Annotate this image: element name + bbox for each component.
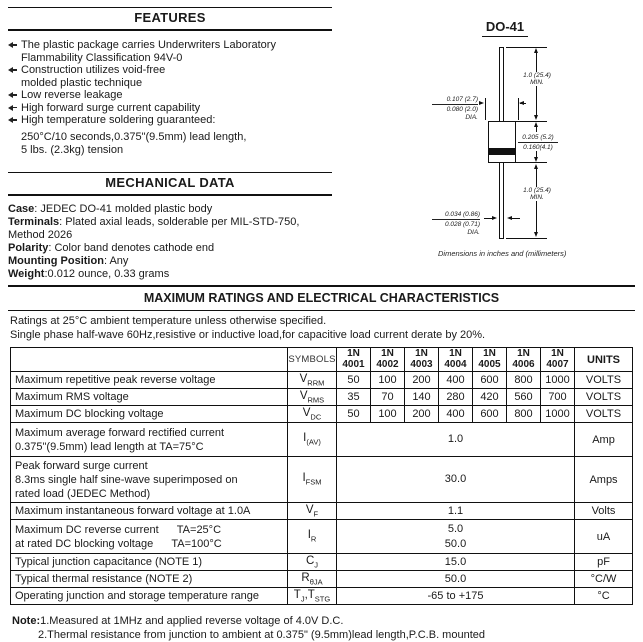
- table-row: [11, 503, 633, 520]
- table-row: [11, 588, 633, 605]
- symbol-cell: $C_J$: [288, 554, 337, 571]
- arrow-down-icon: [534, 157, 538, 162]
- dimension-line: [484, 218, 492, 219]
- mechanical-line: Polarity: Color band denotes cathode end: [8, 241, 215, 254]
- mechanical-line: Mounting Position: Any: [8, 254, 129, 267]
- symbol-cell: $V_{RRM}$: [288, 372, 337, 389]
- row-description: Maximum DC reverse current TA=25°C at rated DC blocking voltage TA=100°C: [11, 520, 288, 554]
- ratings-title: MAXIMUM RATINGS AND ELECTRICAL CHARACTERISTICS: [143, 291, 500, 305]
- feature-text: molded plastic technique: [21, 76, 143, 89]
- diode-top-lead: [499, 47, 504, 121]
- row-description: Peak forward surge current 8.3ms single half sine-wave superimposed on rated load (JEDEC Method): [11, 457, 288, 503]
- feature-item: [8, 39, 332, 64]
- merged-value-cell: 15.0: [337, 554, 575, 571]
- symbol-cell: $I_R$: [288, 520, 337, 554]
- feature-text: Low reverse leakage: [21, 89, 123, 101]
- value-cell: 140: [405, 389, 439, 406]
- value-cell: 200: [405, 372, 439, 389]
- dimensions-caption: Dimensions in inches and (millimeters): [438, 249, 567, 258]
- condition-line: Ratings at 25°C ambient temperature unless otherwise specified.: [10, 315, 327, 327]
- extension-line: [506, 47, 547, 48]
- unit-cell: VOLTS: [575, 372, 633, 389]
- arrow-right-icon: [479, 101, 484, 105]
- diode-bottom-lead: [499, 163, 504, 239]
- mechanical-line: Weight:0.012 ounce, 0.33 grams: [8, 267, 170, 280]
- lead-diameter-label: 0.034 (0.86) 0.028 (0.71) DIA.: [432, 211, 480, 236]
- body-length-label: 0.205 (5.2) 0.160(4.1): [518, 134, 558, 151]
- part-header: 1N 4003: [405, 348, 439, 372]
- diode-body: [488, 121, 516, 163]
- arrow-bullet-icon: [8, 92, 21, 98]
- package-title: DO-41: [482, 19, 528, 37]
- value-cell: 280: [439, 389, 473, 406]
- extension-line: [506, 238, 547, 239]
- arrow-up-icon: [534, 164, 538, 169]
- value-cell: 100: [371, 372, 405, 389]
- unit-cell: uA: [575, 520, 633, 554]
- value-cell: 600: [473, 372, 507, 389]
- part-header: 1N 4006: [507, 348, 541, 372]
- merged-value-cell: 1.0: [337, 423, 575, 457]
- value-cell: 560: [507, 389, 541, 406]
- symbol-cell: $I_{FSM}$: [288, 457, 337, 503]
- part-header: 1N 4001: [337, 348, 371, 372]
- header-empty-cell: [11, 348, 288, 372]
- extension-line: [516, 162, 547, 163]
- top-lead-length-label: 1.0 (25.4) MIN.: [518, 72, 556, 86]
- features-title: FEATURES: [134, 10, 206, 25]
- dimension-line: [512, 218, 520, 219]
- soldering-note-line: 5 lbs. (2.3kg) tension: [21, 144, 124, 156]
- row-description: Operating junction and storage temperature range: [11, 588, 288, 605]
- feature-item: [8, 102, 332, 115]
- value-cell: 800: [507, 406, 541, 423]
- unit-cell: Amps: [575, 457, 633, 503]
- table-row: [11, 571, 633, 588]
- value-cell: 100: [371, 406, 405, 423]
- part-header: 1N 4005: [473, 348, 507, 372]
- unit-cell: °C: [575, 588, 633, 605]
- arrow-bullet-icon: [8, 67, 21, 73]
- row-description: Typical junction capacitance (NOTE 1): [11, 554, 288, 571]
- unit-cell: VOLTS: [575, 406, 633, 423]
- arrow-down-icon: [534, 115, 538, 120]
- value-cell: 35: [337, 389, 371, 406]
- extension-line: [516, 121, 547, 122]
- merged-value-cell: 5.0 50.0: [337, 520, 575, 554]
- arrow-bullet-icon: [8, 105, 21, 111]
- soldering-note: [21, 131, 332, 158]
- symbols-header: SYMBOLS: [288, 348, 337, 372]
- cathode-band: [489, 148, 515, 155]
- value-cell: 420: [473, 389, 507, 406]
- table-row: [11, 520, 633, 554]
- ratings-header: [8, 285, 635, 311]
- feature-text: Flammability Classification 94V-0: [21, 51, 183, 64]
- symbol-cell: $V_{DC}$: [288, 406, 337, 423]
- arrow-up-icon: [534, 48, 538, 53]
- mechanical-line: Case: JEDEC DO-41 molded plastic body: [8, 202, 213, 215]
- feature-item: [8, 89, 332, 102]
- left-column: [8, 7, 332, 281]
- ratings-table: [10, 347, 633, 605]
- unit-cell: Amp: [575, 423, 633, 457]
- note-line: Note:1.Measured at 1MHz and applied reverse voltage of 4.0V D.C.: [12, 615, 344, 627]
- table-notes: [12, 614, 643, 642]
- part-header: 1N 4004: [439, 348, 473, 372]
- note-line: 2.Thermal resistance from junction to ambient at 0.375" (9.5mm)lead length,P.C.B. mounted: [38, 629, 485, 641]
- unit-cell: °C/W: [575, 571, 633, 588]
- merged-value-cell: 50.0: [337, 571, 575, 588]
- mechanical-list: [8, 203, 332, 281]
- row-description: Maximum DC blocking voltage: [11, 406, 288, 423]
- symbol-cell: $V_{RMS}$: [288, 389, 337, 406]
- merged-value-cell: 1.1: [337, 503, 575, 520]
- row-description: Maximum average forward rectified current 0.375"(9.5mm) lead length at TA=75°C: [11, 423, 288, 457]
- value-cell: 700: [541, 389, 575, 406]
- mechanical-title: MECHANICAL DATA: [105, 174, 235, 190]
- extension-line: [485, 98, 486, 120]
- value-cell: 1000: [541, 372, 575, 389]
- table-row: [11, 457, 633, 503]
- table-header-row: [11, 348, 633, 372]
- soldering-note-line: 250°C/10 seconds,0.375"(9.5mm) lead length,: [21, 130, 247, 143]
- ratings-conditions: [10, 315, 643, 342]
- symbol-cell: $V_F$: [288, 503, 337, 520]
- value-cell: 200: [405, 406, 439, 423]
- units-header: UNITS: [575, 348, 633, 372]
- feature-text: High forward surge current capability: [21, 101, 201, 114]
- table-row: [11, 554, 633, 571]
- arrow-left-icon: [519, 101, 524, 105]
- arrow-bullet-icon: [8, 42, 21, 48]
- arrow-down-icon: [534, 232, 538, 237]
- table-row: [11, 406, 633, 423]
- value-cell: 600: [473, 406, 507, 423]
- feature-text: The plastic package carries Underwriters Laboratory: [21, 39, 276, 51]
- value-cell: 70: [371, 389, 405, 406]
- value-cell: 400: [439, 406, 473, 423]
- part-header: 1N 4002: [371, 348, 405, 372]
- arrow-bullet-icon: [8, 117, 21, 123]
- table-row: [11, 423, 633, 457]
- bottom-lead-length-label: 1.0 (25.4) MIN.: [518, 187, 556, 201]
- value-cell: 400: [439, 372, 473, 389]
- row-description: Maximum instantaneous forward voltage at 1.0A: [11, 503, 288, 520]
- body-diameter-label: 0.107 (2.7) 0.080 (2.0) DIA.: [432, 96, 478, 121]
- symbol-cell: $I_{(AV)}$: [288, 423, 337, 457]
- arrow-up-icon: [534, 122, 538, 127]
- arrow-right-icon: [492, 216, 497, 220]
- mechanical-header: [8, 172, 332, 196]
- symbol-cell: $T_J,T_{STG}$: [288, 588, 337, 605]
- mechanical-line: Terminals: Plated axial leads, solderable per MIL-STD-750,: [8, 215, 300, 228]
- ratings-section: [0, 285, 643, 642]
- part-header: 1N 4007: [541, 348, 575, 372]
- row-description: Maximum RMS voltage: [11, 389, 288, 406]
- feature-item: [8, 114, 332, 127]
- features-header: [8, 7, 332, 31]
- mechanical-line: Method 2026: [8, 228, 73, 241]
- unit-cell: pF: [575, 554, 633, 571]
- feature-item: [8, 64, 332, 89]
- merged-value-cell: -65 to +175: [337, 588, 575, 605]
- value-cell: 50: [337, 372, 371, 389]
- unit-cell: Volts: [575, 503, 633, 520]
- value-cell: 50: [337, 406, 371, 423]
- table-row: [11, 389, 633, 406]
- feature-text: Construction utilizes void-free: [21, 64, 166, 76]
- value-cell: 1000: [541, 406, 575, 423]
- unit-cell: VOLTS: [575, 389, 633, 406]
- condition-line: Single phase half-wave 60Hz,resistive or inductive load,for capacitive load current derate by 20%.: [10, 328, 486, 341]
- table-row: [11, 372, 633, 389]
- package-diagram: [430, 15, 635, 273]
- features-list: [8, 39, 332, 127]
- row-description: Typical thermal resistance (NOTE 2): [11, 571, 288, 588]
- merged-value-cell: 30.0: [337, 457, 575, 503]
- feature-text: High temperature soldering guaranteed:: [21, 114, 216, 126]
- value-cell: 800: [507, 372, 541, 389]
- row-description: Maximum repetitive peak reverse voltage: [11, 372, 288, 389]
- symbol-cell: $R_{\theta JA}$: [288, 571, 337, 588]
